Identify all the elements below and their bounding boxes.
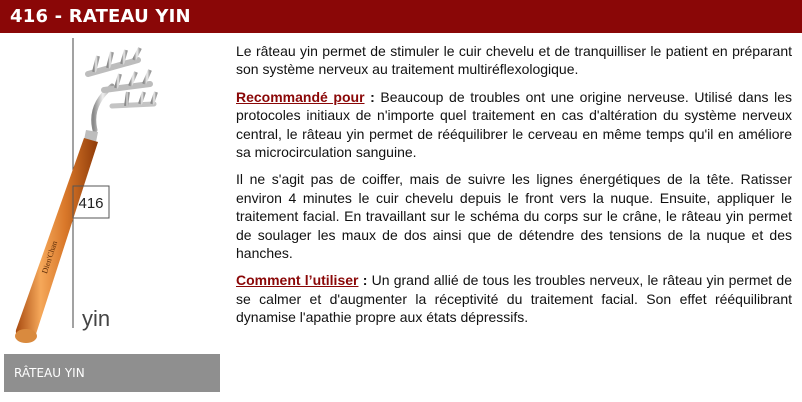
intro-paragraph: Le râteau yin permet de stimuler le cuir chevelu et de tranquilliser le patient en préparant son système nerveux au traitement multiréflexologique. [236, 43, 792, 78]
recommended-text: Beaucoup de troubles ont une origine nerveuse. Utilisé dans les protocoles initiaux de n'importe quel traitement en cas d'altération du système nerveux central, le râteau yin permet de rééquilibrer le cerveau en même temps qu'il en améliore sa microcirculation sanguine. [236, 88, 792, 161]
usage-text: Un grand allié de tous les troubles nerveux, le râteau yin permet de se calmer et d'augmenter la réceptivité du traitement facial. Son effet rééquilibrant dynamise l'apathie propre aux états dépressifs. [236, 272, 792, 326]
technique-paragraph: Il ne s'agit pas de coiffer, mais de suivre les lignes énergétiques de la tête. Ratisser environ 4 minutes le cuir chevelu depuis le front vers la nuque. Ensuite, appliquer le traitement facial. En travaillant sur le schéma du corps sur le crâne, le râteau yin permet de soulager les maux de dos ainsi que de détendre des tensions de la nuque et des hanches. [236, 171, 792, 262]
recommended-label: Recommandé pour [236, 88, 365, 105]
image-caption-bar [4, 354, 220, 392]
rake-head [88, 48, 156, 106]
description-column [236, 42, 792, 336]
handle-end [15, 329, 37, 343]
code-label: 416 [78, 195, 104, 212]
usage-colon: : [362, 272, 368, 289]
recommended-colon: : [370, 88, 375, 105]
recommended-paragraph [236, 88, 792, 162]
usage-paragraph [236, 271, 792, 326]
usage-label: Comment l’utiliser [236, 272, 359, 289]
image-caption: RÂTEAU YIN [14, 366, 85, 380]
page-title: 416 - RATEAU YIN [10, 6, 191, 27]
product-image-panel [0, 38, 224, 354]
handle-engraving: Dien'Chan [40, 239, 60, 275]
title-bar [0, 0, 802, 33]
rake-illustration [0, 38, 224, 354]
handwritten-label: yin [82, 306, 111, 331]
